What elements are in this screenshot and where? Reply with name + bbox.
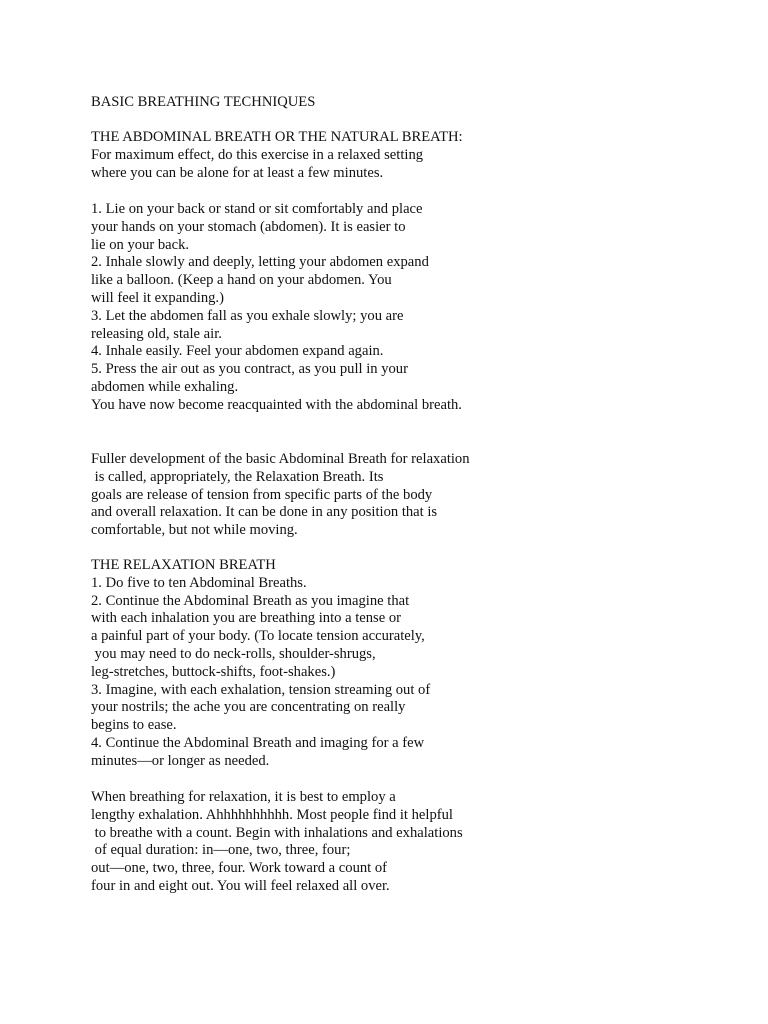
text-line: lie on your back. (91, 236, 190, 253)
relaxation-breath-section (91, 557, 430, 771)
text-line: 1. Lie on your back or stand or sit comfortably and place (91, 201, 423, 217)
abdominal-breath-intro (91, 129, 463, 182)
text-line: you may need to do neck-rolls, shoulder-shrugs, (91, 645, 376, 662)
text-line: and overall relaxation. It can be done in any position that is (91, 504, 438, 521)
text-line: 1. Do five to ten Abdominal Breaths. (91, 574, 307, 591)
text-line: When breathing for relaxation, it is best to employ a (91, 789, 396, 805)
section-heading: THE RELAXATION BREATH (91, 557, 276, 573)
text-line: 4. Inhale easily. Feel your abdomen expand again. (91, 343, 384, 360)
text-line: Fuller development of the basic Abdominal Breath for relaxation (91, 451, 470, 467)
text-line: to breathe with a count. Begin with inhalations and exhalations (91, 824, 463, 841)
text-line: four in and eight out. You will feel relaxed all over. (91, 877, 390, 894)
text-line: You have now become reacquainted with the abdominal breath. (91, 396, 462, 413)
text-line: releasing old, stale air. (91, 325, 222, 342)
text-line: begins to ease. (91, 717, 177, 734)
text-line: leg-stretches, buttock-shifts, foot-shakes.) (91, 663, 336, 680)
text-line: 4. Continue the Abdominal Breath and imaging for a few (91, 734, 425, 751)
document-title-block (91, 94, 315, 112)
text-line: a painful part of your body. (To locate tension accurately, (91, 628, 425, 645)
text-line: of equal duration: in—one, two, three, four; (91, 842, 351, 859)
text-line: lengthy exhalation. Ahhhhhhhhhh. Most people find it helpful (91, 806, 453, 823)
text-line: out—one, two, three, four. Work toward a count of (91, 860, 388, 877)
text-line: like a balloon. (Keep a hand on your abdomen. You (91, 272, 392, 289)
relaxation-breath-intro (91, 451, 470, 540)
text-line: with each inhalation you are breathing into a tense or (91, 610, 402, 627)
text-line: 2. Continue the Abdominal Breath as you imagine that (91, 592, 410, 609)
text-line: will feel it expanding.) (91, 289, 224, 306)
relaxation-counting-paragraph (91, 789, 463, 896)
text-line: where you can be alone for at least a few minutes. (91, 164, 384, 181)
text-line: your hands on your stomach (abdomen). It is easier to (91, 218, 406, 235)
text-line: 2. Inhale slowly and deeply, letting your abdomen expand (91, 254, 429, 271)
text-line: your nostrils; the ache you are concentrating on really (91, 699, 406, 716)
text-line: 3. Imagine, with each exhalation, tension streaming out of (91, 681, 431, 698)
text-line: For maximum effect, do this exercise in a relaxed setting (91, 146, 424, 163)
text-line: comfortable, but not while moving. (91, 522, 298, 539)
text-line: 3. Let the abdomen fall as you exhale slowly; you are (91, 307, 404, 324)
abdominal-breath-steps (91, 201, 462, 415)
text-line: minutes—or longer as needed. (91, 752, 270, 769)
text-line: 5. Press the air out as you contract, as you pull in your (91, 361, 408, 378)
text-line: abdomen while exhaling. (91, 378, 239, 395)
text-line: goals are release of tension from specific parts of the body (91, 486, 433, 503)
section-heading: THE ABDOMINAL BREATH OR THE NATURAL BREATH: (91, 129, 463, 145)
text-line: is called, appropriately, the Relaxation Breath. Its (91, 468, 384, 485)
document-title: BASIC BREATHING TECHNIQUES (91, 94, 316, 110)
